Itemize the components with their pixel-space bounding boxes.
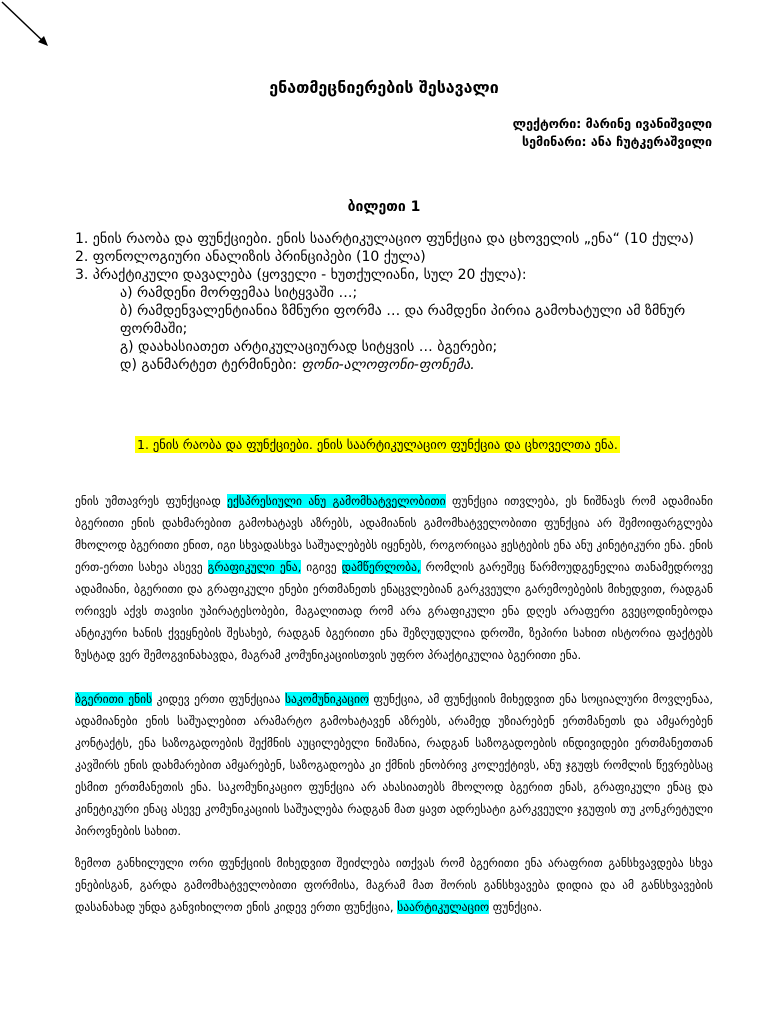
text-span: ენის უმთავრეს ფუნქციად [75, 494, 228, 508]
lecturer-name: ლექტორი: მარინე ივანიშვილი [512, 116, 712, 131]
question-3: 3. პრაქტიკული დავალება (ყოველი - ხუთქულიანი, სულ 20 ქულა): [75, 267, 527, 283]
highlight: გრაფიკული ენა, [207, 560, 302, 574]
text-span: ფუნქცია. [489, 900, 543, 914]
text-span: იგივე [301, 560, 342, 574]
highlight: ექსპრესიული ანუ გამომხატველობითი [227, 494, 446, 508]
highlight: ბგერითი ენის [75, 692, 153, 706]
highlight: საკომუნიკაციო [284, 692, 369, 706]
text-span: ზემოთ განხილული ორი ფუნქციის მიხედვით შეიძლება ითქვას რომ ბგერითი ენა არაფრით განსხვავდება სხვა ენებისგან, გარდა გამომხატველობითი ფორმისა, მაგრამ მათ შორის განსხვავება დიდია და ამ განსხვავების დასანახად უნდა განვიხილოთ ენის კიდევ ერთი ფუნქცია, [75, 856, 713, 914]
task-a: ა) რამდენი მორფემაა სიტყვაში …; [120, 285, 358, 301]
text-span: ფუნქცია, ამ ფუნქციის მიხედვით ენა სოციალური მოვლენაა, ადამიანები ენის საშუალებით არამარტო გამოხატავენ აზრებს, არამედ უზიარებენ ერთმანეთს და ამყარებენ კონტაქტს, ენა საზოგადოების შექმნის აუცილებელი ნიშანია, რადგან საზოგადოების ინდივიდები ერთმანეთთან კავშირს ენის დახმარებით ამყარებენ, საზოგადოება კი ქმნის ენობრივ კოლექტივს, ანუ ჯგუფს რომლის წევრებსაც ესმით ერთმანეთის ენა. საკომუნიკაციო ფუნქცია არ ახასიათებს მხოლოდ ბგერით ენას, გრაფიკული ენაც და კინეტიკური ენაც ასევე კომუნიკაციის საშუალება რადგან მათ ყავთ ადრესატი გარკვეული ჯგუფის თუ კონკრეტული პიროვნების სახით. [75, 692, 713, 838]
text-span: რომლის გარეშეც წარმოუდგენელია თანამედროვე ადამიანი, ბგერითი და გრაფიკული ენები ერთმანეთს ენაცვლებიან გარკვეული გარემოებების მიხედვით, რადგან ორივეს აქვს თავისი უპირატესობები, მაგალითად რომ არა გრაფიკული ენა დღეს არაფერი გვეცოდინებოდა ანტიკური ხანის ქვეყნების შესახებ, რადგან ბგერითი ენა შეზღუდულია დროში, ზეპირი სახით ისტორია ფაქტებს ზუსტად ვერ შემოგვინახავდა, მაგრამ კომუნიკაციისთვის უფრო პრაქტიკულია ბგერითი ენა. [75, 560, 714, 662]
highlight: დამწერლობა, [341, 560, 421, 574]
text-span: კიდევ ერთი ფუნქციაა [152, 692, 285, 706]
task-d [75, 356, 720, 374]
task-g: გ) დაახასიათეთ არტიკულაციურად სიტყვის … ბგერები; [120, 339, 498, 355]
page-title: ენათმეცნიერების შესავალი [269, 78, 499, 97]
questions-list [75, 230, 720, 374]
task-b: ბ) რამდენვალენტიანია ზმნური ფორმა … და რამდენი პირია გამოხატული ამ ზმნურ ფორმაში; [120, 303, 686, 337]
question-1: 1. ენის რაობა და ფუნქციები. ენის საარტიკულაციო ფუნქცია და ცხოველის „ენა“ (10 ქულა) [75, 231, 694, 247]
task-d-label: დ) განმარტეთ ტერმინები: [120, 357, 302, 373]
paragraph-3 [75, 852, 713, 918]
question-2: 2. ფონოლოგიური ანალიზის პრინციპები (10 ქულა) [75, 249, 426, 265]
paragraph-2 [75, 688, 713, 842]
arrow-icon [0, 0, 60, 60]
highlight: საარტიკულაციო [397, 900, 490, 914]
text-span: ფუნქცია ითვლება, ეს ნიშნავს რომ ადამიანი ბგერითი ენის დახმარებით გამოხატავს აზრებს, ადამიანის გამომხატველობითი ფუნქცია არ შემოიფარგლება მხოლოდ ბგერითი ენით, იგი სხვადასხვა საშუალებებს იყენებს, როგორიცაა ჟესტების ენა ანუ კინეტიკური ენა. ენის ერთ-ერთი სახეა ასევე [75, 494, 713, 574]
ticket-heading: ბილეთი 1 [347, 199, 421, 215]
section-title: 1. ენის რაობა და ფუნქციები. ენის საარტიკულაციო ფუნქცია და ცხოველთა ენა. [137, 437, 618, 452]
task-d-terms: ფონი-ალოფონი-ფონემა. [301, 357, 475, 373]
paragraph-1 [75, 490, 713, 666]
lecturer-block [513, 115, 712, 151]
seminar-name: სემინარი: ანა ჩუტკერაშვილი [521, 134, 712, 149]
